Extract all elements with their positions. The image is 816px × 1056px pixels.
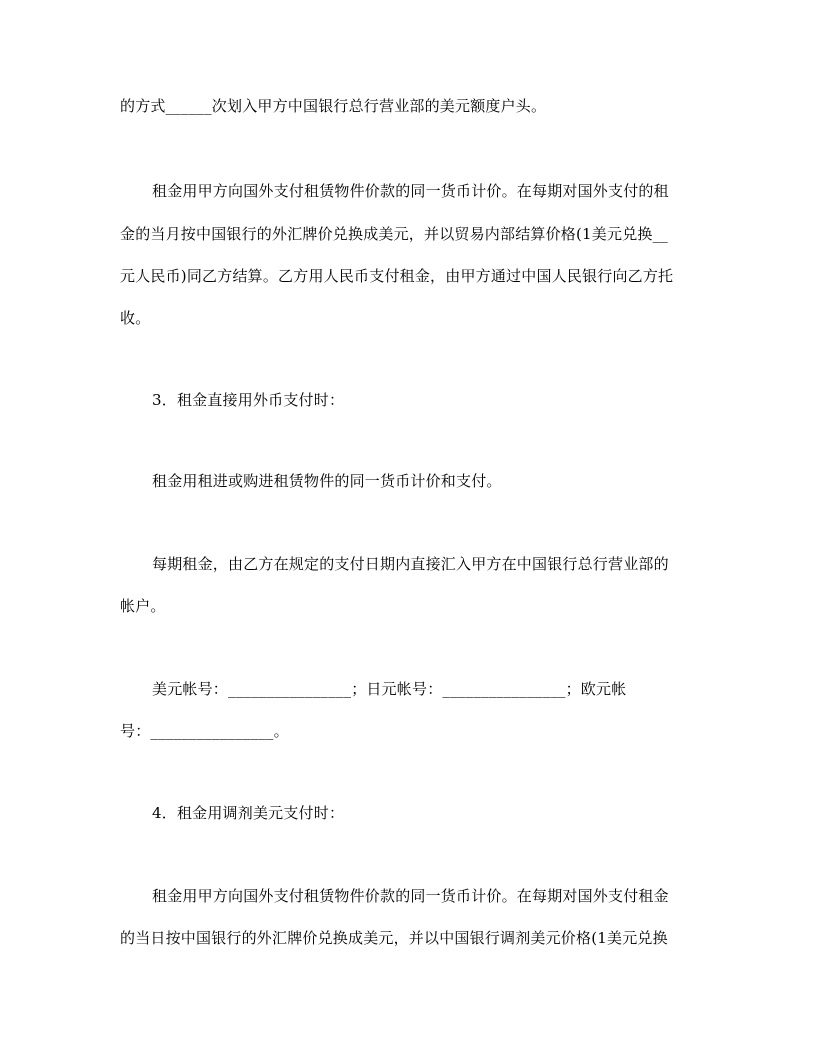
paragraph-line-1: 的方式______次划入甲方中国银行总行营业部的美元额度户头。: [120, 97, 547, 115]
account-numbers-line: 美元帐号：________________；日元帐号：________________；欧元帐: [152, 680, 627, 698]
paragraph-line-7: 租金用租进或购进租赁物件的同一货币计价和支付。: [152, 472, 502, 490]
paragraph-line-3: 金的当月按中国银行的外汇牌价兑换成美元，并以贸易内部结算价格(1美元兑换__: [120, 225, 668, 243]
paragraph-line-14: 的当日按中国银行的外汇牌价兑换成美元，并以中国银行调剂美元价格(1美元兑换: [120, 929, 668, 947]
account-numbers-line-cont: 号：________________。: [120, 722, 289, 740]
paragraph-line-5: 收。: [120, 309, 151, 327]
paragraph-line-8: 每期租金，由乙方在规定的支付日期内直接汇入甲方在中国银行总行营业部的: [152, 555, 669, 573]
paragraph-line-4: 元人民币)同乙方结算。乙方用人民币支付租金，由甲方通过中国人民银行向乙方托: [120, 267, 674, 285]
section-heading-4: 4．租金用调剂美元支付时：: [152, 804, 345, 822]
section-heading-3: 3．租金直接用外币支付时：: [152, 391, 345, 409]
paragraph-line-9: 帐户。: [120, 597, 166, 615]
paragraph-line-2: 租金用甲方向国外支付租赁物件价款的同一货币计价。在每期对国外支付的租: [152, 182, 669, 200]
paragraph-line-13: 租金用甲方向国外支付租赁物件价款的同一货币计价。在每期对国外支付租金: [152, 887, 669, 905]
